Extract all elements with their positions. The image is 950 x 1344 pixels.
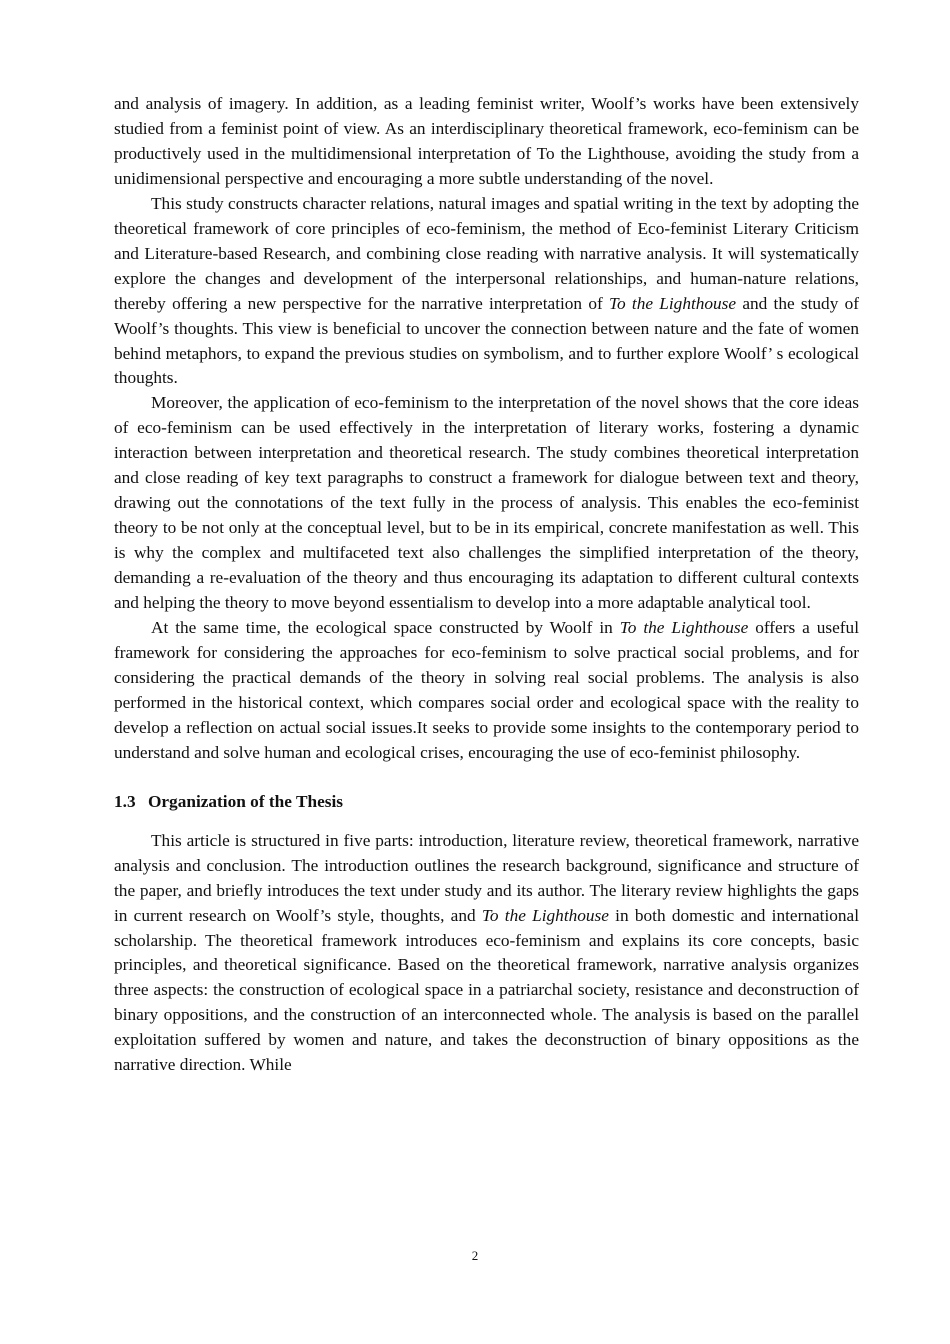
paragraph-application bbox=[114, 391, 859, 616]
document-page bbox=[114, 92, 859, 1078]
paragraph-text: This article is structured in five parts: introduction, literature review, theoretical framework, narrative analysis and conclusion. The introduction outlines the research background, significance and structure of the paper, and briefly introduces the text under study and its author. The literary review highlights the gaps in current research on Woolf’s style, thoughts, and bbox=[114, 830, 859, 925]
novel-title: To the Lighthouse bbox=[608, 293, 737, 313]
paragraph-text: offers a useful framework for considering the approaches for eco-feminism to solve practical social problems, and for considering the practical demands of the theory in solving real social problems. The analysis is also performed in the historical context, which compares social order and ecological space with the reality to develop a reflection on actual social issues.It seeks to provide some insights to the contemporary period to understand and solve human and ecological crises, encouraging the use of eco-feminist philosophy. bbox=[114, 618, 859, 762]
section-number: 1.3 bbox=[114, 791, 136, 811]
page-number: 2 bbox=[471, 1248, 479, 1263]
paragraph-study-construction bbox=[114, 192, 859, 392]
novel-title: To the Lighthouse bbox=[619, 618, 749, 638]
paragraph-text: and the study of Woolf’s thoughts. This view is beneficial to uncover the connection between nature and the fate of women behind metaphors, to expand the previous studies on symbolism, and to further explore Woolf’ s ecological thoughts. bbox=[114, 293, 859, 388]
paragraph-text: Moreover, the application of eco-feminism to the interpretation of the novel shows that the core ideas of eco-feminism can be used effectively in the interpretation of literary works, fostering a dynamic interaction between interpretation and theoretical research. The study combines theoretical interpretation and close reading of key text paragraphs to construct a framework for dialogue between text and theory, drawing out the connotations of the text fully in the process of analysis. This enables the eco-feminist theory to be not only at the conceptual level, but to be in its empirical, concrete manifestation as well. This is why the complex and multifaceted text also challenges the simplified interpretation of the theory, demanding a re-evaluation of the theory and thus encouraging its adaptation to different cultural contexts and helping the theory to move beyond essentialism to develop into a more adaptable analytical tool. bbox=[114, 393, 859, 613]
paragraph-text: in both domestic and international scholarship. The theoretical framework introduces eco-feminism and explains its core concepts, basic principles, and theoretical significance. Based on the theoretical framework, narrative analysis organizes three aspects: the construction of ecological space in a patriarchal society, resistance and deconstruction of binary oppositions, and the construction of an interconnected whole. The analysis is based on the parallel exploitation suffered by women and nature, and takes the deconstruction of binary oppositions as the narrative direction. While bbox=[114, 905, 859, 1075]
novel-title: To the Lighthouse bbox=[481, 905, 609, 925]
paragraph-text: This study constructs character relations, natural images and spatial writing in the text by adopting the theoretical framework of core principles of eco-feminism, the method of Eco-feminist Literary Criticism and Literature-based Research, and combining close reading with narrative analysis. It will systematically explore the changes and development of the interpersonal relationships, and human-nature relations, thereby offering a new perspective for the narrative interpretation of bbox=[114, 193, 859, 313]
paragraph-continuation bbox=[114, 92, 859, 192]
paragraph-text: At the same time, the ecological space constructed by Woolf in bbox=[151, 618, 620, 638]
paragraph-organization bbox=[114, 829, 859, 1079]
paragraph-ecological-space bbox=[114, 616, 859, 766]
section-title: Organization of the Thesis bbox=[147, 791, 344, 811]
paragraph-text: and analysis of imagery. In addition, as a leading feminist writer, Woolf’s works have been extensively studied from a feminist point of view. As an interdisciplinary theoretical framework, eco-feminism can be productively used in the multidimensional interpretation of To the Lighthouse, avoiding the study from a unidimensional perspective and encouraging a more subtle understanding of the novel. bbox=[114, 94, 859, 188]
section-heading bbox=[114, 790, 859, 815]
